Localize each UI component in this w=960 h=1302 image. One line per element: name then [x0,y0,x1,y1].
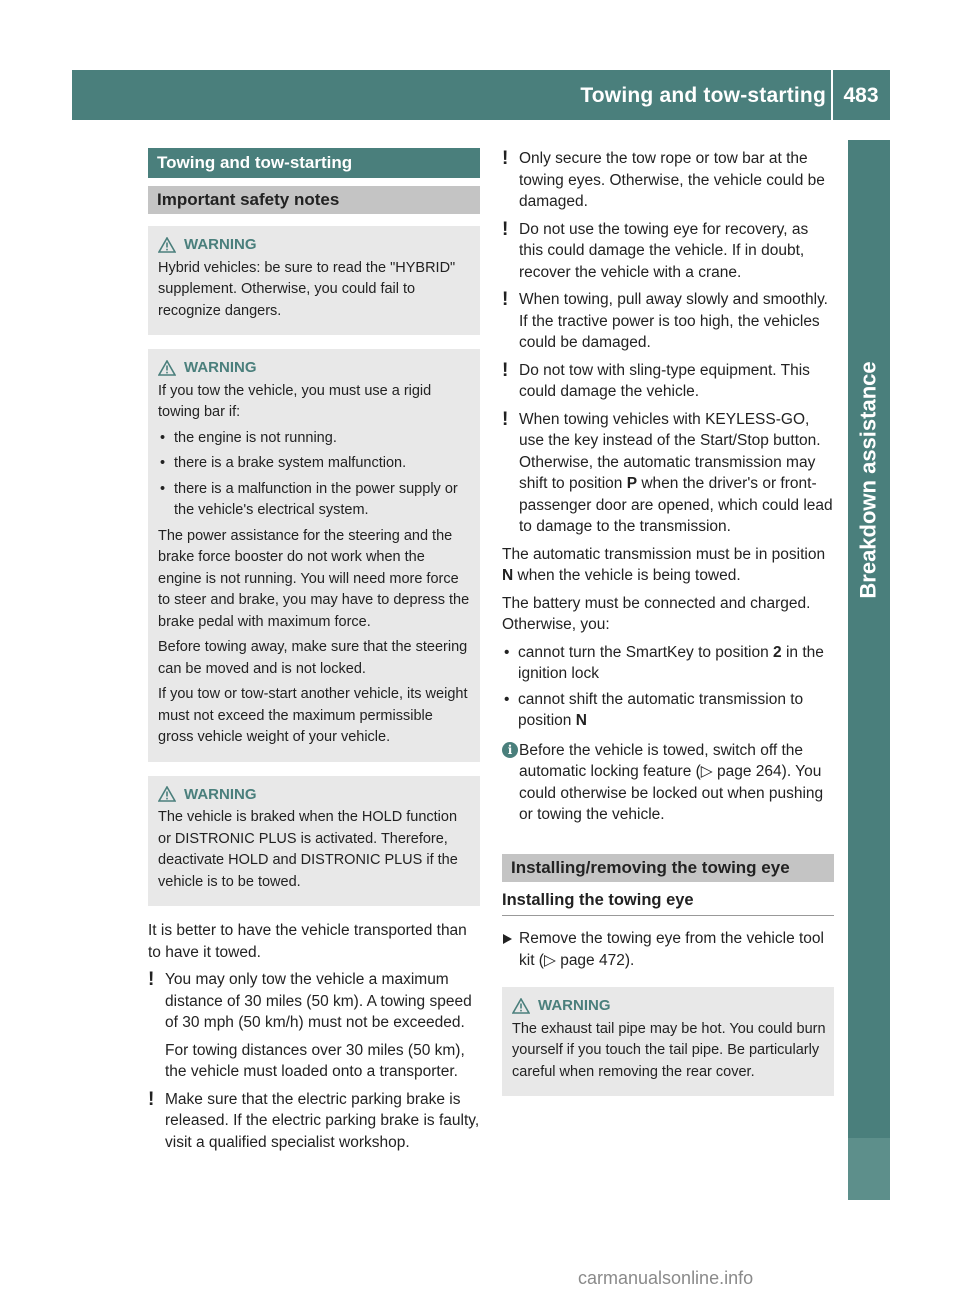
warning-label: WARNING [184,236,257,253]
warning-header [158,234,472,256]
text-part: in the ignition lock [518,643,824,682]
warning-header [158,784,472,806]
note-parking-brake [148,1089,480,1154]
warning-paragraph: Before towing away, make sure that the steering can be moved and is not locked. [158,639,468,677]
note-distance [148,969,480,1083]
note-text: Make sure that the electric parking brake is released. If the electric parking brake is faulty, visit a qualified specialist workshop. [165,1090,480,1151]
note-text: Only secure the tow rope or tow bar at the towing eyes. Otherwise, the vehicle could be damaged. [519,150,825,210]
page-number: 483 [843,84,879,107]
exclamation-icon: ! [148,1088,155,1110]
body-paragraph: It is better to have the vehicle transported than to have it towed. [148,922,467,961]
exclamation-icon: ! [502,218,509,240]
note-text: You may only tow the vehicle a maximum distance of 30 miles (50 km). A towing speed of 30 mph (50 km/h) must not be exceeded. [165,971,472,1031]
warning-label: WARNING [184,785,257,803]
bullet-item: • there is a malfunction in the power supply or the vehicle's electrical system. [158,479,472,522]
warning-header [158,357,472,379]
body-paragraph [502,544,834,587]
bullet-item: • there is a brake system malfunction. [158,453,472,475]
section-title: Towing and tow-starting [148,148,480,178]
note-towing-eyes [502,148,834,213]
warning-label: WARNING [538,997,611,1014]
side-label [848,140,890,820]
bullet-item: • the engine is not running. [158,428,472,450]
side-label-text: Breakdown assistance [856,361,882,599]
note-recovery [502,219,834,284]
warning-paragraph: The power assistance for the steering and the brake force booster do not work when the engine is not running. You will need more force to steer and brake, you may have to depress the brake pedal with maximum force. [158,527,470,630]
warning-text: Hybrid vehicles: be sure to read the "HYBRID" supplement. Otherwise, you could fail to recognize dangers. [158,259,456,319]
header-title: Towing and tow-starting [580,84,826,107]
side-tab-marker [848,1138,890,1200]
watermark: carmanualsonline.info [578,1268,754,1288]
note-text: Do not use the towing eye for recovery, as this could damage the vehicle. If in doubt, recover the vehicle with a crane. [519,220,809,281]
note-text: Before the vehicle is towed, switch off the automatic locking feature (▷ page 264). You could otherwise be locked out when pushing or towing the vehicle. [519,741,824,823]
info-note [502,740,834,826]
note-pull-away [502,289,834,354]
section-title-towing-eye: Installing/removing the towing eye [502,854,834,882]
step-text: Remove the towing eye from the vehicle tool kit (▷ page 472). [519,930,824,969]
bullet-item [502,642,834,685]
text-part: cannot turn the SmartKey to position [518,643,774,661]
note-text: Do not tow with sling-type equipment. This could damage the vehicle. [519,361,810,400]
text-part: The automatic transmission must be in position [502,545,826,563]
body-paragraph: The battery must be connected and charged. Otherwise, you: [502,594,811,633]
key-position: 2 [773,643,782,661]
warning-icon [158,360,176,376]
info-icon: i [502,742,518,758]
note-text-part: When towing vehicles with KEYLESS-GO, use the key instead of the Start/Stop button. Otherwise, the automatic transmission may shift to position [519,410,821,492]
header-divider [831,70,833,120]
warning-icon [158,237,176,253]
subheading: Installing the towing eye [502,890,834,917]
note-text [519,409,834,538]
warning-paragraph: If you tow or tow-start another vehicle, its weight must not exceed the maximum permissible gross vehicle weight of your vehicle. [158,686,468,745]
text-part: cannot shift the automatic transmission to position [518,690,804,729]
gear-position: P [626,475,638,492]
instruction-step [502,928,834,971]
warning-box-hybrid [148,226,480,335]
warning-intro: If you tow the vehicle, you must use a rigid towing bar if: [158,382,432,420]
note-sling [502,360,834,403]
gear-position: N [502,567,514,584]
warning-box-hold [148,776,480,907]
note-text-part: when the driver's or front-passenger door are opened, which could lead to damage to the transmission. [519,475,833,535]
note-text: When towing, pull away slowly and smoothly. If the tractive power is too high, the vehicles could be damaged. [519,291,828,351]
left-column [148,148,480,1159]
warning-header [512,995,826,1017]
right-column [502,148,834,1096]
bullet-item [502,689,834,732]
note-text: For towing distances over 30 miles (50 km), the vehicle must loaded onto a transporter. [165,1041,465,1080]
gear-position: N [575,712,587,729]
text-part: when the vehicle is being towed. [513,567,741,584]
note-keyless-go [502,409,834,538]
exclamation-icon: ! [502,359,509,381]
warning-text: The vehicle is braked when the HOLD function or DISTRONIC PLUS is activated. Therefore, deactivate HOLD and DISTRONIC PLUS if the vehicle is to be towed. [158,809,458,890]
warning-icon [512,998,530,1014]
warning-label: WARNING [184,359,257,376]
warning-box-towing-bar [148,349,480,762]
warning-icon [158,786,176,802]
exclamation-icon: ! [148,969,155,990]
exclamation-icon: ! [502,289,509,310]
exclamation-icon: ! [502,408,509,430]
step-arrow-icon [503,934,512,944]
warning-box-exhaust [502,987,834,1096]
exclamation-icon: ! [502,148,509,169]
subsection-title: Important safety notes [148,186,480,214]
warning-text: The exhaust tail pipe may be hot. You could burn yourself if you touch the tail pipe. Be particularly careful when removing the rear cover. [512,1020,826,1080]
